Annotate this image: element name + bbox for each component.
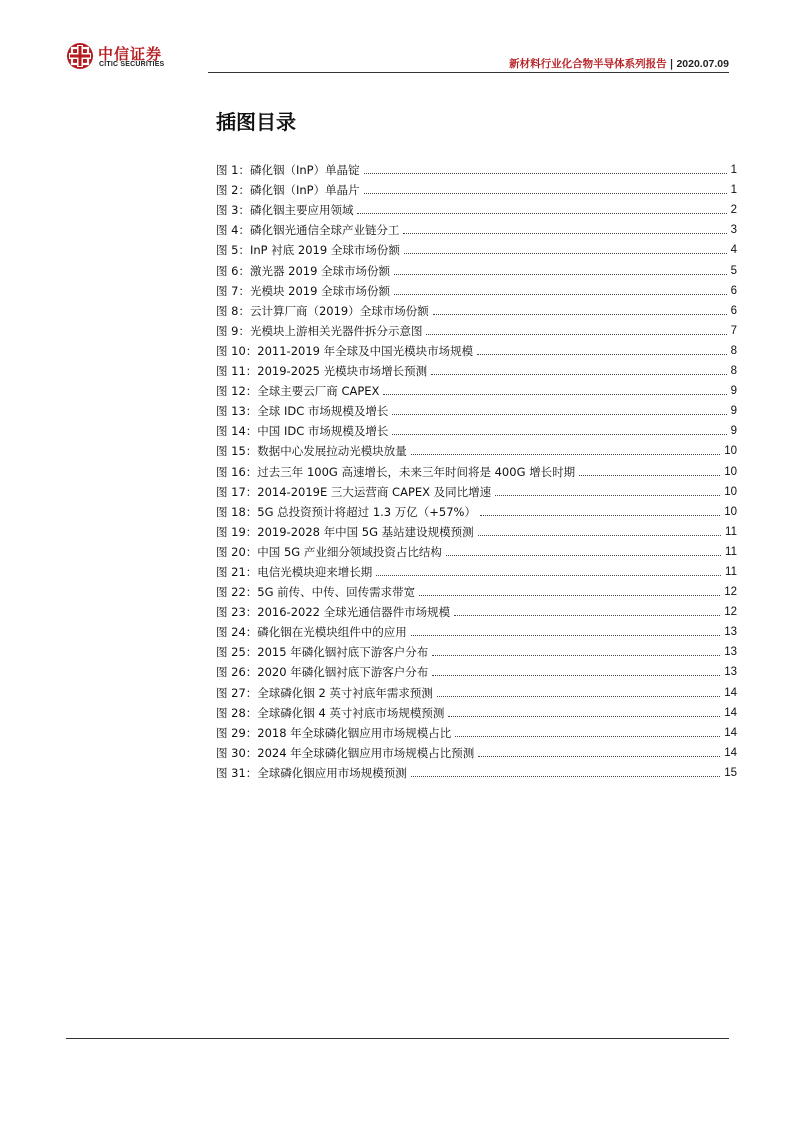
dot-leader: [495, 495, 720, 496]
dot-leader: [376, 575, 721, 576]
footer-divider: [66, 1038, 729, 1039]
dot-leader: [426, 334, 726, 335]
toc-entry-page[interactable]: 10: [724, 505, 737, 518]
toc-entry[interactable]: [216, 257, 737, 277]
company-logo: [66, 42, 178, 72]
toc-entry[interactable]: [216, 720, 737, 740]
toc-entry[interactable]: [216, 338, 737, 358]
toc-entry[interactable]: [216, 499, 737, 519]
toc-entry[interactable]: [216, 659, 737, 679]
toc-entry-label[interactable]: 图 13：全球 IDC 市场规模及增长: [216, 404, 389, 419]
toc-entry-page[interactable]: 3: [730, 224, 737, 237]
toc-entry-page[interactable]: 9: [730, 425, 737, 438]
dot-leader: [419, 595, 720, 596]
toc-entry-page[interactable]: 12: [724, 586, 737, 599]
dot-leader: [364, 193, 727, 194]
dot-leader: [477, 354, 726, 355]
dot-leader: [446, 555, 721, 556]
toc-entry[interactable]: [216, 398, 737, 418]
dot-leader: [478, 756, 720, 757]
toc-entry-label[interactable]: 图 7：光模块 2019 全球市场份额: [216, 283, 391, 298]
dot-leader: [394, 274, 727, 275]
toc-entry-page[interactable]: 14: [724, 686, 737, 699]
toc-entry[interactable]: [216, 679, 737, 699]
toc-entry-page[interactable]: 6: [730, 304, 737, 317]
toc-entry[interactable]: [216, 217, 737, 237]
dot-leader: [431, 374, 726, 375]
toc-entry-label[interactable]: 图 16：过去三年 100G 高速增长，未来三年时间将是 400G 增长时期: [216, 464, 576, 479]
toc-entry-label[interactable]: 图 18：5G 总投资预计将超过 1.3 万亿（+57%）: [216, 504, 476, 519]
toc-entry-label[interactable]: 图 2：磷化铟（InP）单晶片: [216, 183, 360, 198]
toc-entry[interactable]: [216, 418, 737, 438]
header-divider: [208, 72, 729, 73]
dot-leader: [432, 655, 720, 656]
toc-entry[interactable]: [216, 519, 737, 539]
header-separator: |: [669, 58, 674, 70]
dot-leader: [455, 736, 720, 737]
toc-entry-page[interactable]: 8: [730, 365, 737, 378]
toc-entry[interactable]: [216, 177, 737, 197]
toc-entry-page[interactable]: 1: [730, 184, 737, 197]
toc-entry-page[interactable]: 11: [725, 565, 737, 578]
toc-entry-label[interactable]: 图 8：云计算厂商（2019）全球市场份额: [216, 303, 429, 318]
toc-entry[interactable]: [216, 639, 737, 659]
toc-entry-label[interactable]: 图 23：2016-2022 全球光通信器件市场规模: [216, 605, 451, 620]
toc-entry-page[interactable]: 14: [724, 726, 737, 739]
report-title: 新材料行业化合物半导体系列报告: [509, 58, 667, 70]
toc-entry-page[interactable]: 9: [730, 405, 737, 418]
toc-entry-page[interactable]: 8: [730, 344, 737, 357]
toc-entry-label[interactable]: 图 28：全球磷化铟 4 英寸衬底市场规模预测: [216, 705, 445, 720]
toc-entry-page[interactable]: 15: [724, 766, 737, 779]
toc-entry[interactable]: [216, 559, 737, 579]
toc-entry[interactable]: [216, 298, 737, 318]
dot-leader: [448, 716, 720, 717]
dot-leader: [411, 776, 720, 777]
toc-entry-label[interactable]: 图 26：2020 年磷化铟衬底下游客户分布: [216, 665, 429, 680]
toc-entry-page[interactable]: 9: [730, 385, 737, 398]
toc-entry-label[interactable]: 图 5：InP 衬底 2019 全球市场份额: [216, 243, 400, 258]
toc-entry[interactable]: [216, 278, 737, 298]
dot-leader: [432, 675, 720, 676]
toc-entry-page[interactable]: 13: [724, 646, 737, 659]
dot-leader: [394, 294, 727, 295]
dot-leader: [411, 635, 720, 636]
toc-entry-page[interactable]: 5: [730, 264, 737, 277]
report-date: 2020.07.09: [676, 58, 729, 70]
logo-chinese-name: 中信证券: [98, 45, 163, 63]
toc-entry-page[interactable]: 12: [724, 606, 737, 619]
toc-entry-label[interactable]: 图 19：2019-2028 年中国 5G 基站建设规模预测: [216, 524, 474, 539]
report-header: [509, 56, 729, 71]
toc-entry[interactable]: [216, 599, 737, 619]
toc-entry-page[interactable]: 10: [724, 445, 737, 458]
toc-entry-page[interactable]: 13: [724, 626, 737, 639]
figure-list: [216, 157, 737, 780]
dot-leader: [454, 615, 720, 616]
toc-entry-label[interactable]: 图 6：激光器 2019 全球市场份额: [216, 263, 391, 278]
toc-entry-page[interactable]: 6: [730, 284, 737, 297]
toc-entry[interactable]: [216, 760, 737, 780]
toc-entry[interactable]: [216, 458, 737, 478]
dot-leader: [404, 253, 727, 254]
toc-entry-label[interactable]: 图 17：2014-2019E 三大运营商 CAPEX 及同比增速: [216, 484, 492, 499]
dot-leader: [403, 233, 726, 234]
toc-entry[interactable]: [216, 579, 737, 599]
toc-entry-page[interactable]: 2: [730, 204, 737, 217]
toc-entry-page[interactable]: 14: [724, 706, 737, 719]
toc-entry[interactable]: [216, 479, 737, 499]
toc-entry-label[interactable]: 图 27：全球磷化铟 2 英寸衬底年需求预测: [216, 685, 433, 700]
dot-leader: [480, 515, 720, 516]
toc-entry-label[interactable]: 图 1：磷化铟（InP）单晶锭: [216, 163, 360, 178]
toc-entry-label[interactable]: 图 24：磷化铟在光模块组件中的应用: [216, 625, 407, 640]
toc-entry-label[interactable]: 图 29：2018 年全球磷化铟应用市场规模占比: [216, 725, 452, 740]
toc-entry-page[interactable]: 11: [725, 545, 737, 558]
logo-english-name: CITIC SECURITIES: [99, 61, 165, 68]
dot-leader: [357, 213, 726, 214]
dot-leader: [392, 434, 726, 435]
toc-entry-label[interactable]: 图 15：数据中心发展拉动光模块放量: [216, 444, 407, 459]
toc-entry[interactable]: [216, 740, 737, 760]
toc-entry-label[interactable]: 图 14：中国 IDC 市场规模及增长: [216, 424, 389, 439]
dot-leader: [364, 173, 727, 174]
toc-entry-label[interactable]: 图 12：全球主要云厂商 CAPEX: [216, 384, 380, 399]
dot-leader: [433, 314, 727, 315]
toc-entry[interactable]: [216, 378, 737, 398]
toc-entry[interactable]: [216, 539, 737, 559]
toc-entry-label[interactable]: 图 31：全球磷化铟应用市场规模预测: [216, 765, 407, 780]
toc-entry-page[interactable]: 1: [730, 164, 737, 177]
toc-entry-label[interactable]: 图 30：2024 年全球磷化铟应用市场规模占比预测: [216, 745, 475, 760]
dot-leader: [437, 696, 720, 697]
dot-leader: [383, 394, 726, 395]
toc-entry[interactable]: [216, 358, 737, 378]
toc-entry-label[interactable]: 图 10：2011-2019 年全球及中国光模块市场规模: [216, 343, 474, 358]
toc-entry[interactable]: [216, 700, 737, 720]
toc-entry-label[interactable]: 图 4：磷化铟光通信全球产业链分工: [216, 223, 400, 238]
toc-entry-label[interactable]: 图 25：2015 年磷化铟衬底下游客户分布: [216, 645, 429, 660]
toc-entry-page[interactable]: 10: [724, 465, 737, 478]
toc-entry[interactable]: [216, 438, 737, 458]
dot-leader: [579, 475, 720, 476]
toc-entry-page[interactable]: 10: [724, 485, 737, 498]
toc-entry-label[interactable]: 图 22：5G 前传、中传、回传需求带宽: [216, 585, 416, 600]
toc-entry-label[interactable]: 图 20：中国 5G 产业细分领域投资占比结构: [216, 544, 442, 559]
toc-entry-page[interactable]: 7: [730, 324, 737, 337]
toc-entry-label[interactable]: 图 21：电信光模块迎来增长期: [216, 564, 373, 579]
dot-leader: [411, 454, 720, 455]
toc-entry[interactable]: [216, 157, 737, 177]
toc-entry-label[interactable]: 图 3：磷化铟主要应用领域: [216, 203, 354, 218]
toc-title: 插图目录: [216, 110, 296, 134]
toc-entry-label[interactable]: 图 11：2019-2025 光模块市场增长预测: [216, 364, 428, 379]
toc-entry[interactable]: [216, 197, 737, 217]
toc-entry-page[interactable]: 14: [724, 746, 737, 759]
toc-entry-page[interactable]: 4: [730, 244, 737, 257]
toc-entry-page[interactable]: 13: [724, 666, 737, 679]
dot-leader: [478, 535, 721, 536]
citic-logo-icon: [66, 42, 94, 70]
toc-entry[interactable]: [216, 619, 737, 639]
toc-entry[interactable]: [216, 318, 737, 338]
toc-entry[interactable]: [216, 237, 737, 257]
toc-entry-page[interactable]: 11: [725, 525, 737, 538]
toc-entry-label[interactable]: 图 9：光模块上游相关光器件拆分示意图: [216, 323, 423, 338]
dot-leader: [392, 414, 726, 415]
